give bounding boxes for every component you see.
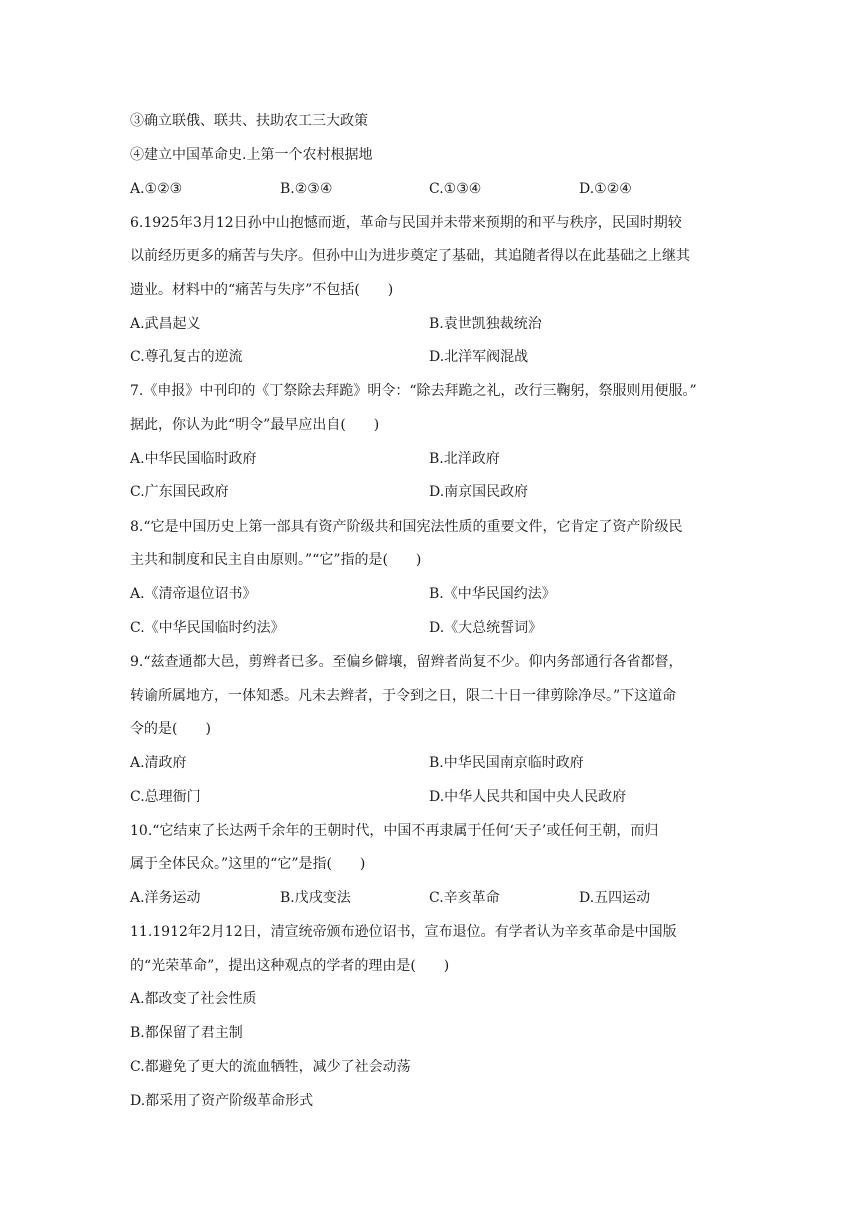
q9-stem-line-3: 令的是( ) bbox=[130, 721, 211, 737]
q9-option-a: A.清政府 bbox=[130, 755, 187, 771]
intro-item-4: ④建立中国革命史.上第一个农村根据地 bbox=[130, 147, 373, 163]
q8-option-b: B.《中华民国约法》 bbox=[429, 586, 556, 602]
q9-option-b: B.中华民国南京临时政府 bbox=[429, 755, 584, 771]
intro-item-3: ③确立联俄、联共、扶助农工三大政策 bbox=[130, 113, 368, 129]
q10-option-c: C.辛亥革命 bbox=[429, 890, 500, 906]
q7-stem-line-1: 7.《申报》中刊印的《丁祭除去拜跪》明令：“除去拜跪之礼，改行三鞠躬，祭服则用便服。” bbox=[130, 383, 697, 399]
q10-option-a: A.洋务运动 bbox=[130, 890, 201, 906]
q9-option-c: C.总理衙门 bbox=[130, 789, 201, 805]
q6-option-c: C.尊孔复古的逆流 bbox=[130, 349, 243, 365]
q6-stem-line-2: 以前经历更多的痛苦与失序。但孙中山为进步奠定了基础，其追随者得以在此基础之上继其 bbox=[130, 248, 690, 264]
q6-option-a: A.武昌起义 bbox=[130, 316, 201, 332]
q9-option-d: D.中华人民共和国中央人民政府 bbox=[429, 789, 627, 805]
q6-stem-line-3: 遗业。材料中的“痛苦与失序”不包括( ) bbox=[130, 282, 394, 298]
q11-option-d: D.都采用了资产阶级革命形式 bbox=[130, 1093, 314, 1109]
q10-stem-line-1: 10.“它结束了长达两千余年的王朝时代，中国不再隶属于任何‘天子’或任何王朝，而归 bbox=[130, 823, 659, 839]
q5-option-d: D.①②④ bbox=[579, 181, 632, 197]
q6-option-d: D.北洋军阀混战 bbox=[429, 349, 529, 365]
q7-option-b: B.北洋政府 bbox=[429, 451, 500, 467]
q11-option-c: C.都避免了更大的流血牺牲，减少了社会动荡 bbox=[130, 1059, 411, 1075]
q6-option-b: B.袁世凯独裁统治 bbox=[429, 316, 542, 332]
q11-stem-line-1: 11.1912年2月12日，清宣统帝颁布逊位诏书，宣布退位。有学者认为辛亥革命是中国版 bbox=[130, 924, 677, 940]
q10-option-b: B.戊戌变法 bbox=[280, 890, 351, 906]
q7-option-c: C.广东国民政府 bbox=[130, 484, 229, 500]
q11-stem-line-2: 的“光荣革命”，提出这种观点的学者的理由是( ) bbox=[130, 958, 450, 974]
q5-option-a: A.①②③ bbox=[130, 181, 183, 197]
q8-stem-line-2: 主共和制度和民主自由原则。”“它”指的是( ) bbox=[130, 552, 422, 568]
q5-option-b: B.②③④ bbox=[280, 181, 333, 197]
q8-option-d: D.《大总统誓词》 bbox=[429, 620, 543, 636]
q6-stem-line-1: 6.1925年3月12日孙中山抱憾而逝，革命与民国并未带来预期的和平与秩序，民国时期较 bbox=[130, 215, 682, 231]
q11-option-a: A.都改变了社会性质 bbox=[130, 991, 257, 1007]
q9-stem-line-1: 9.“兹查通都大邑，剪辫者已多。至偏乡僻壤，留辫者尚复不少。仰内务部通行各省都督， bbox=[130, 654, 683, 670]
q8-option-c: C.《中华民国临时约法》 bbox=[130, 620, 285, 636]
q7-stem-line-2: 据此，你认为此“明令”最早应出自( ) bbox=[130, 417, 380, 433]
q9-stem-line-2: 转谕所属地方，一体知悉。凡未去辫者，于令到之日，限二十日一律剪除净尽。”下这道命 bbox=[130, 688, 677, 704]
q7-option-a: A.中华民国临时政府 bbox=[130, 451, 257, 467]
q11-option-b: B.都保留了君主制 bbox=[130, 1025, 243, 1041]
q5-option-c: C.①③④ bbox=[429, 181, 482, 197]
q10-stem-line-2: 属于全体民众。”这里的“它”是指( ) bbox=[130, 856, 366, 872]
q10-option-d: D.五四运动 bbox=[579, 890, 651, 906]
q8-stem-line-1: 8.“它是中国历史上第一部具有资产阶级共和国宪法性质的重要文件，它肯定了资产阶级民 bbox=[130, 519, 683, 535]
q8-option-a: A.《清帝退位诏书》 bbox=[130, 586, 257, 602]
q7-option-d: D.南京国民政府 bbox=[429, 484, 529, 500]
